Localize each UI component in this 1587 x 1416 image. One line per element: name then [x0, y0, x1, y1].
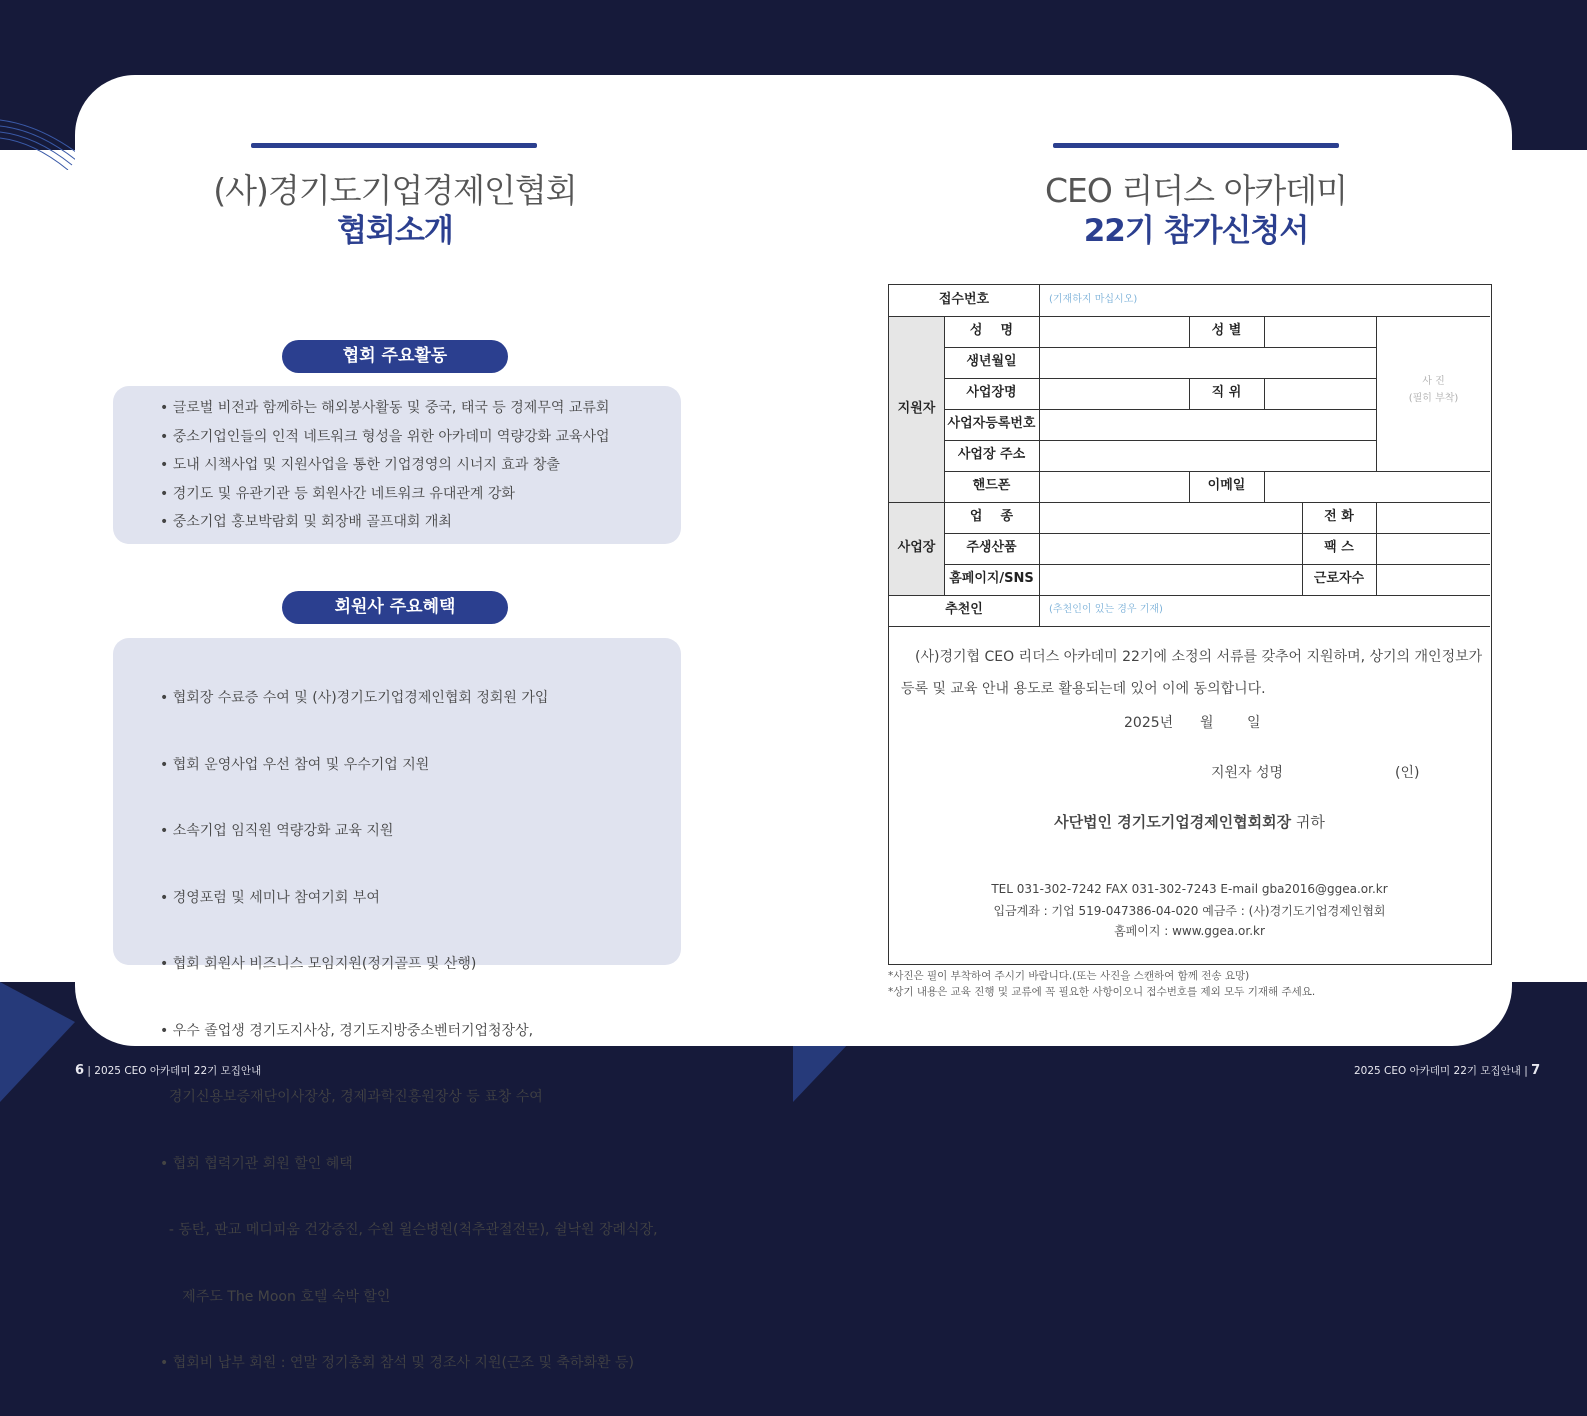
association-name: (사)경기도기업경제인협회: [213, 171, 577, 210]
list-item: 제주도 The Moon 호텔 숙박 할인: [160, 1288, 391, 1305]
receipt-number-label: 접수번호: [938, 292, 990, 307]
gender-label: 성 별: [1211, 323, 1242, 338]
list-item: 경기신용보증재단이사장상, 경제과학진흥원장상 등 표창 수여: [160, 1089, 543, 1105]
date-month: 월: [1200, 715, 1214, 731]
fill-note: *상기 내용은 교육 진행 및 교류에 꼭 필요한 사항이오니 접수번호를 제외 모두 기재해 주세요.: [888, 986, 1316, 998]
telephone-label: 전 화: [1324, 509, 1354, 524]
receipt-number-hint: (기재하지 마십시오): [1049, 294, 1138, 305]
list-item: • 협회장 수료증 수여 및 (사)경기도기업경제인협회 정회원 가입: [160, 690, 549, 706]
list-item: - 동탄, 판교 메디피움 건강증진, 수원 윌슨병원(척추관절전문), 쉴낙원 장례식장,: [160, 1222, 658, 1238]
main-product-label: 주생산품: [966, 540, 1017, 555]
photo-placeholder: 사 진 (필히 부착): [1408, 376, 1459, 404]
activities-list: [160, 394, 610, 537]
left-accent-bar: [251, 143, 537, 148]
academy-name: CEO 리더스 아카데미: [1045, 171, 1347, 210]
seal-label: (인): [1395, 765, 1420, 781]
contact-homepage: 홈페이지 : www.ggea.or.kr: [1114, 924, 1265, 938]
list-item: • 도내 시책사업 및 지원사업을 통한 기업경영의 시너지 효과 창출: [160, 457, 560, 473]
fax-label: 팩 스: [1324, 540, 1354, 555]
applicant-group-label: 지원자: [897, 401, 936, 416]
workers-label: 근로자수: [1313, 571, 1365, 586]
benefits-heading: 회원사 주요혜택: [282, 591, 508, 624]
name-label: 성 명: [969, 323, 1014, 338]
business-group-label: 사업장: [897, 540, 936, 555]
decorative-arcs: [0, 110, 80, 170]
addressee: 사단법인 경기도기업경제인협회회장 귀하: [1054, 813, 1325, 831]
list-item: • 중소기업인들의 인적 네트워크 형성을 위한 아카데미 역량강화 교육사업: [160, 428, 610, 445]
company-name-label: 사업장명: [966, 385, 1017, 400]
recommender-hint: (추천인이 있는 경우 기재): [1049, 604, 1163, 615]
application-form: [888, 284, 1492, 965]
list-item: • 소속기업 임직원 역량강화 교육 지원: [160, 823, 394, 839]
list-item: • 협회 회원사 비즈니스 모임지원(정기골프 및 산행): [160, 956, 477, 972]
list-item: • 협회비 납부 회원 : 연말 정기총회 참석 및 경조사 지원(근조 및 축하화환 등): [160, 1355, 634, 1371]
position-label: 직 위: [1211, 385, 1242, 400]
left-page-number: 6 | 2025 CEO 아카데미 22기 모집안내: [75, 1063, 262, 1078]
list-item: • 경영포럼 및 세미나 참여기회 부여: [160, 889, 380, 906]
consent-text: (사)경기협 CEO 리더스 아카데미 22기에 소정의 서류를 갖추어 지원하며, 상기의 개인정보가 등록 및 교육 안내 용도로 활용되는데 있어 이에 동의합니다.: [901, 649, 1483, 697]
homepage-label: 홈페이지/SNS: [949, 571, 1034, 586]
activities-heading: 협회 주요활동: [282, 340, 508, 373]
list-item: • 협회 운영사업 우선 참여 및 우수기업 지원: [160, 756, 430, 773]
list-item: • 글로벌 비전과 함께하는 해외봉사활동 및 중국, 태국 등 경제무역 교류회: [160, 400, 610, 416]
right-page-title: 22기 참가신청서: [1083, 213, 1309, 249]
list-item: • 협회 협력기관 회원 할인 혜택: [160, 1155, 353, 1172]
contact-phone-email: TEL 031-302-7242 FAX 031-302-7243 E-mail gba2016@ggea.or.kr: [991, 882, 1388, 896]
right-accent-bar: [1053, 143, 1339, 148]
date-day: 일: [1247, 715, 1261, 731]
contact-bank-account: 입금계좌 : 기업 519-047386-04-020 예금주 : (사)경기도기업경제인협회: [993, 904, 1386, 918]
photo-note: *사진은 필이 부착하여 주시기 바랍니다.(또는 사진을 스캔하여 함께 전송 요망): [888, 970, 1250, 982]
right-page-number: 2025 CEO 아카데미 22기 모집안내 | 7: [1354, 1063, 1541, 1078]
date-year: 2025년: [1124, 715, 1174, 731]
recommender-label: 추천인: [945, 602, 983, 617]
benefits-list: [160, 646, 658, 1416]
business-address-label: 사업장 주소: [957, 447, 1026, 462]
mobile-label: 핸드폰: [972, 478, 1011, 493]
list-item: • 중소기업 홍보박람회 및 회장배 골프대회 개최: [160, 514, 452, 530]
industry-label: 업 종: [969, 509, 1014, 524]
left-page-title: 협회소개: [337, 213, 453, 249]
signature-label: 지원자 성명: [1211, 765, 1284, 781]
list-item: • 경기도 및 유관기관 등 회원사간 네트워크 유대관계 강화: [160, 485, 515, 502]
business-number-label: 사업자등록번호: [947, 416, 1036, 431]
activities-panel: [113, 386, 681, 544]
email-label: 이메일: [1207, 478, 1246, 493]
list-item: • 우수 졸업생 경기도지사상, 경기도지방중소벤터기업청장상,: [160, 1022, 534, 1039]
birthdate-label: 생년월일: [966, 354, 1017, 369]
